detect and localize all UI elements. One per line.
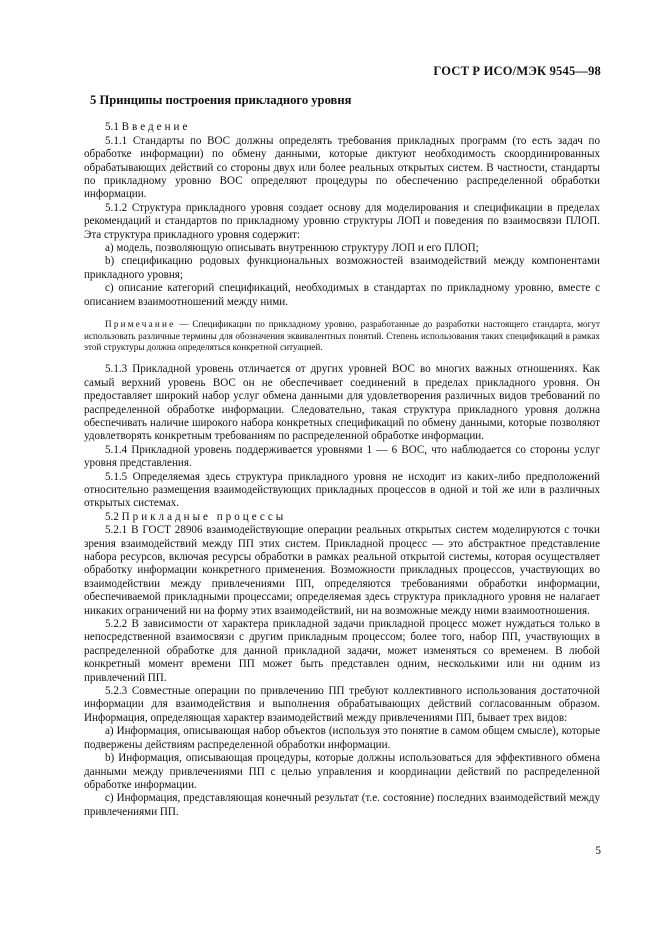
page-number: 5 xyxy=(595,845,601,857)
list-item-c: с) Информация, представляющая конечный результат (т.е. состояние) последних взаимодействий между привлечениями ПП. xyxy=(84,792,600,818)
paragraph-5-1-4: 5.1.4 Прикладной уровень поддерживается уровнями 1 — 6 ВОС, что наблюдается со стороны услуг уровня представления. xyxy=(84,443,600,470)
list-item-b: b) спецификацию родовых функциональных возможностей взаимодействий между компонентами прикладного уровня; xyxy=(84,255,600,281)
page-content xyxy=(84,94,600,819)
paragraph-5-2-1: 5.2.1 В ГОСТ 28906 взаимодействующие операции реальных открытых систем моделируются с точки зрения взаимодействий между ПП этих систем. Прикладной процесс — это абстрактное представление набора ресурсов, включая ресурсы обработки в рамках реальной открытой системы, которая осуществляет обработку информации конкретного применения. Возможности прикладных процессов, участвующих во взаимодействии между привлечениями ПП, определяются требованиями обработки информации, обеспечиваемой прикладными процессами; определяемая здесь структура прикладного уровня не налагает никаких ограничений ни на форму этих взаимодействий, ни на возможные между ними взаимоотношения. xyxy=(84,524,600,617)
section-title: 5 Принципы построения прикладного уровня xyxy=(90,93,352,107)
list-item-a: а) модель, позволяющую описывать внутреннюю структуру ЛОП и его ПЛОП; xyxy=(105,242,479,255)
note xyxy=(84,319,600,353)
subsection-title: Прикладные процессы xyxy=(121,510,287,523)
list-item-b: b) Информация, описывающая процедуры, которые должны использоваться для эффективного обмена данными между привлечениями ПП с целью управления и координации действий по распределенной обработке информации. xyxy=(84,752,600,791)
subsection-number: 5.1 xyxy=(105,121,119,134)
subsection-heading-5-2 xyxy=(84,511,600,524)
paragraph-5-1-1: 5.1.1 Стандарты по ВОС должны определять требования прикладных программ (то есть задач по обработке информации) по обмену данными, которые диктуют необходимость скоординированных обрабатывающих действий со стороны двух или более реальных открытых систем. В частности, стандарты по прикладному уровню ВОС определяют процедуры по обеспечению распределенной обработки информации. xyxy=(84,134,600,201)
paragraph-5-2-3: 5.2.3 Совместные операции по привлечению ПП требуют коллективного использования достаточной информации для взаимодействия и выполнения обрабатывающих действий согласованным образом. Информация, определяющая характер взаимодействий между привлечениями ПП, бывает трех видов: xyxy=(84,685,600,724)
list-item-a: а) Информация, описывающая набор объектов (используя это понятие в самом общем смысле), которые подвержены действиям распределенной обработки информации. xyxy=(84,725,600,751)
paragraph-5-1-3: 5.1.3 Прикладной уровень отличается от других уровней ВОС во многих важных отношениях. Как самый верхний уровень ВОС он не обеспечивает соединений в пределах прикладного уровня. Он предоставляет широкий набор услуг обмена данными для удовлетворения различных видов требований по распределенной обработке информации. Следовательно, такая структура прикладного уровня должна обеспечивать наличие широкого набора конкретных спецификаций по обмену данными, которые позволяют удовлетворять конкретным требованиям по распределенной обработке информации. xyxy=(84,363,600,443)
list-item-c: с) описание категорий спецификаций, необходимых в стандартах по прикладному уровню, вместе с описанием взаимоотношений между ними. xyxy=(84,282,600,308)
paragraph-5-2-2: 5.2.2 В зависимости от характера прикладной задачи прикладной процесс может нуждаться только в непосредственной взаимосвязи с другим прикладным процессом; более того, набор ПП, участвующих в распределенной обработке для данной прикладной задачи, может изменяться со временем. В любой конкретный момент времени ПП может быть представлен одним, несколькими или ни одним из привлечений ПП. xyxy=(84,618,600,684)
paragraph-5-1-2: 5.1.2 Структура прикладного уровня создает основу для моделирования и спецификации в пределах рекомендаций и стандартов по прикладному уровню структуры ЛОП и поведения по взаимосвязи ПЛОП. Эта структура прикладного уровня содержит: xyxy=(84,201,600,241)
document-header: ГОСТ Р ИСО/МЭК 9545—98 xyxy=(433,64,601,78)
subsection-number: 5.2 xyxy=(105,510,119,523)
note-text: — Спецификации по прикладному уровню, разработанные до разработки настоящего стандарта, могут использовать различные термины для обозначения эквивалентных понятий. Степень использования таких спецификаций в рамках этой структуры должна определяться конкретной ситуацией. xyxy=(84,319,600,352)
note-label: Примечание xyxy=(105,319,176,330)
paragraph-5-1-5: 5.1.5 Определяемая здесь структура прикладного уровня не исходит из каких-либо предположений относительно размещения взаимодействующих прикладных процессов в одной и той же или в различных открытых системах. xyxy=(84,470,600,510)
subsection-title: Введение xyxy=(121,121,191,134)
subsection-heading-5-1 xyxy=(84,121,600,134)
